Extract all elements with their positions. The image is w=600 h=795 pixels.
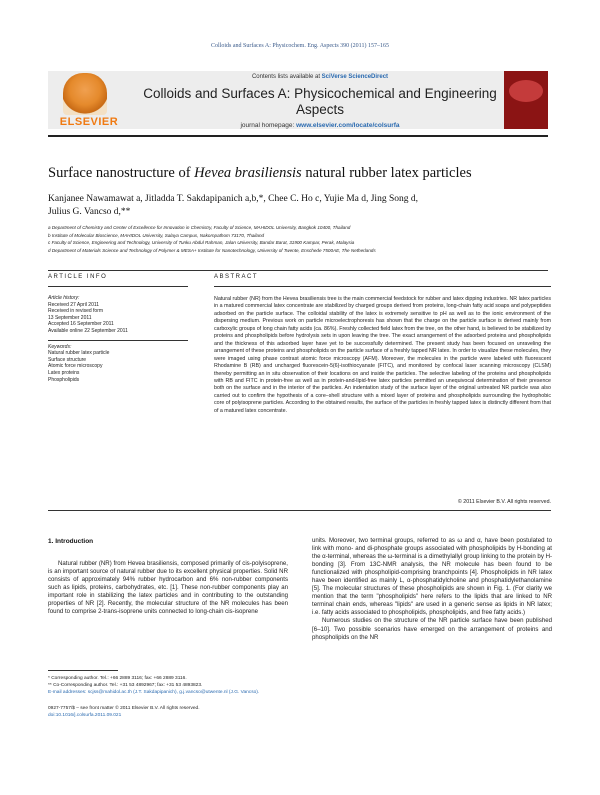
history-item: Received 27 April 2011 (48, 301, 100, 308)
intro-paragraph-2: units. Moreover, two terminal groups, referred to as ω and α, have been postulated to link with mono- and di-phosphate groups associated with phospholipids by H-bonding at the α-terminal, whereas the ω-terminal is a dimethylallyl group linking to the protein by H-bonding [3]. From 13C-NMR analysis, the NR molecule has been found to be functionalized with phospholipid-comprising branchpoints [4]. Phospholipids in NR latex have been identified as mainly L, α-phosphatidylcholine and phosphatidylethanolamine [5]. The molecular structures of these phospholipids are shown in Fig. 1. (For clarity we mention that the term "phospholipids" here refers to the lipids that are linked to NR terminal chain ends, whereas "lipids" are used in a generic sense as lipids in NR latex; i.e. fatty acids associated to phospholipids, phospholipids, and free fatty acids.) (312, 537, 552, 617)
title-species: Hevea brasiliensis (194, 165, 302, 181)
affiliation-d: d Department of Materials Science and Technology of Polymer & MESA+ Institute for Nanotechnology, University of Twente, Enschede 7500AE, The Netherlands (48, 247, 376, 253)
sciencedirect-link[interactable]: SciVerse ScienceDirect (321, 74, 389, 80)
header-divider (48, 135, 548, 137)
history-item: Received in revised form (48, 308, 104, 315)
issn-line: 0927-7757/$ – see front matter © 2011 Elsevier B.V. All rights reserved. (48, 706, 200, 711)
authors-line-1: Kanjanee Nawamawat a, Jitladda T. Sakdapipanich a,b,*, Chee C. Ho c, Yujie Ma d, Jing Song d, (48, 194, 418, 204)
footnotes (48, 675, 298, 696)
keywords-label: Keywords: (48, 343, 72, 350)
abstract-bottom-rule (48, 510, 551, 511)
footnote-co-corresponding: ** Co-Corresponding author. Tel.: +31 53 4892967; fax: +31 53 4893823. (48, 683, 203, 688)
abstract-copyright: © 2011 Elsevier B.V. All rights reserved. (457, 499, 551, 505)
intro-left-column (48, 560, 288, 616)
abstract-sub-rule (214, 286, 551, 287)
journal-title: Colloids and Surfaces A: Physicochemical and Engineering Aspects (143, 86, 497, 117)
keyword-item: Latex proteins (48, 369, 80, 376)
keywords-divider (48, 340, 188, 341)
homepage-prefix: journal homepage: (240, 122, 297, 129)
elsevier-tree-logo (63, 73, 107, 115)
elsevier-logo-text: ELSEVIER (59, 116, 119, 128)
doi-link[interactable]: doi:10.1016/j.colsurfa.2011.09.021 (48, 713, 122, 718)
journal-reference[interactable]: Colloids and Surfaces A: Physicochem. Eng. Aspects 390 (2011) 157–165 (211, 43, 389, 49)
intro-paragraph-1: Natural rubber (NR) from Hevea brasiliensis, composed primarily of cis-polyisoprene, is an important source of natural rubber due to its excellent physical properties. Solid NR consists of approximately 94% rubber hydrocarbon and 6% non-rubber components such as lipids, proteins, carbohydrates, etc. [1]. These non-rubber components play an important role in stabilizing the latex particles and in contributing to the outstanding properties of NR [2]. Recently, the molecular structure of the NR molecules has been found to comprise 2-trans-isoprene units connected to long-chain cis-isoprene (48, 560, 288, 616)
footnote-rule (48, 670, 118, 671)
journal-homepage-line (140, 122, 500, 129)
footnote-corresponding: * Corresponding author. Tel.: +66 2889 3116; fax: +66 2889 3116. (48, 676, 187, 681)
keyword-item: Surface structure (48, 356, 87, 363)
contents-prefix: Contents lists available at (251, 74, 322, 80)
footnote-emails[interactable]: E-mail addresses: scjss@mahidol.ac.th (J.T. Sakdapipanich), g.j.vancso@utwente.nl (J.G. Vancso). (48, 690, 260, 695)
journal-cover-graphic (509, 80, 543, 102)
introduction-heading: 1. Introduction (48, 538, 94, 545)
history-item: Available online 22 September 2011 (48, 327, 128, 334)
authors-line-2: Julius G. Vancso d,** (48, 207, 131, 217)
affiliation-b: b Institute of Molecular Bioscience, MAHIDOL University, Salaya Campus, Nakornpathom 73170, Thailand (48, 232, 265, 238)
keyword-item: Natural rubber latex particle (48, 350, 110, 357)
article-title (48, 165, 553, 182)
title-post: natural rubber latex particles (301, 165, 472, 181)
affiliation-list (48, 224, 553, 254)
title-pre: Surface nanostructure of (48, 165, 195, 181)
contents-available-line (140, 74, 500, 80)
history-label: Article history: (48, 295, 80, 301)
info-sub-rule (48, 286, 188, 287)
article-info-label: ARTICLE INFO (48, 274, 108, 280)
abstract-label: ABSTRACT (214, 274, 259, 280)
abstract-text: Natural rubber (NR) from the Hevea brasiliensis tree is the main commercial feedstock for rubber and latex dipping industries. NR latex particles in a matured commercial latex concentrate are stabilized by charged groups derived from proteins, long-chain fatty acid soaps and polypeptides adsorbed on the particle surface. The colloidal stability of the latex is extremely sensitive to pH as well as to the ionic environment of the dispersing medium. Previous work on particle microelectrophoresis has shown that the charge on the particle surface is derived mainly from carboxylic groups of long chain fatty acids (ca. 86%). Freshly collected field latex from the tree, on the other hand, is believed to be stabilized by proteins and phospholipids before hydrolysis sets in upon leaving the tree. The exact arrangement of the adsorbed proteins and phospholipids and the thickness of this adsorbed layer have yet to be successfully determined. The present study has been focused on unraveling the arrangement of these proteins and phospholipids on the particle surface of a freshly tapped NR latex. In order to visualize these molecules, they were imaged using phase contrast atomic force microscopy (AFM). Moreover, the molecules in the particle were labeled with fluorescent Rhodamine B (RB) and uncharged fluorescein-5(6)-isothiocyanate (FITC), and monitored by confocal laser scanning microscopy (CLSM) thereby permitting an in situ observation of their locations on and inside the particles. The selective labeling of the proteins and phospholipids with RB and FITC in protein-free as well as in protein-and-lipid-free latex particles permitted an unequivocal determination of their presence both on the surface and in the interior of the particles. An indentation study of the surface layer of the original untreated NR particle was also carried out to confirm the hypothesis of a core–shell structure with a mixed layer of proteins and phospholipids surrounding the hydrophobic core of polyisoprene particles. According to the obtained results, the surface of the particles in freshly tapped latex is distinctly different from that of a matured latex concentrate. (214, 296, 551, 414)
intro-right-column (312, 537, 552, 642)
history-item: 13 September 2011 (48, 314, 92, 321)
intro-paragraph-3: Numerous studies on the structure of the NR particle surface have been published [6–10]. Two possible scenarios have emerged on the arrangement of proteins and phospholipids on the NR (312, 617, 552, 641)
keyword-item: Atomic force microscopy (48, 363, 103, 370)
info-top-rule (48, 270, 548, 271)
article-info-column (48, 295, 188, 383)
affiliation-a: a Department of Chemistry and Center of Excellence for Innovation in Chemistry, Faculty of Science, MAHIDOL University, Bangkok 10400, Thailand (48, 225, 351, 230)
affiliation-c: c Faculty of Science, Engineering and Technology, University of Tunku Abdul Rahman, Jalan University, Bandar Barat, 31900 Kampar, Perak, Malaysia (48, 240, 355, 245)
keyword-item: Phospholipids (48, 376, 80, 383)
publication-info (48, 705, 298, 719)
author-list (48, 193, 553, 219)
homepage-url-link[interactable]: www.elsevier.com/locate/colsurfa (296, 122, 400, 129)
history-item: Accepted 16 September 2011 (48, 321, 114, 328)
